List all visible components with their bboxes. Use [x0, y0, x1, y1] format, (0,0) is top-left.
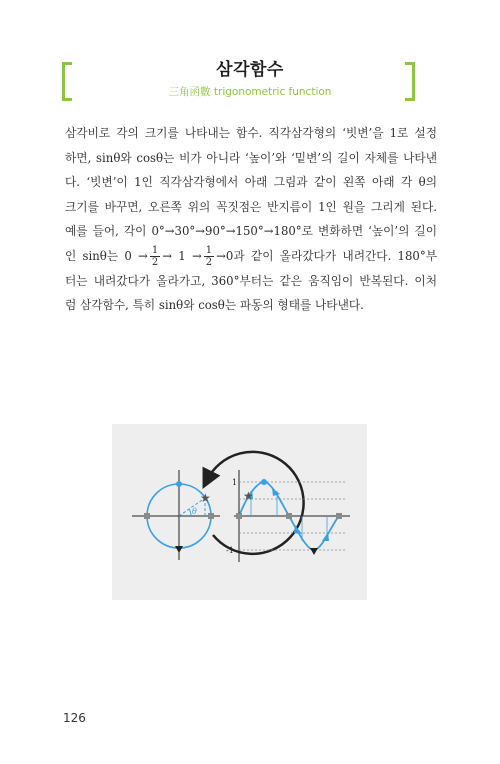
circle-star-marker: ★	[200, 491, 211, 505]
fraction-denominator: 2	[205, 257, 213, 269]
body-text	[65, 121, 437, 318]
axis-label-one: 1	[232, 478, 238, 487]
line6-prefix: 인 sinθ는 0 →	[65, 248, 148, 263]
line6-mid: → 1 →	[162, 248, 202, 263]
sine-marker-peak	[261, 479, 267, 485]
sine-marker-start	[236, 513, 242, 519]
body-line: 크기를 바꾸면, 오른쪽 위의 꼭짓점은 반지름이 1인 원을 그리게 된다.	[65, 199, 437, 214]
body-line: 럼 삼각함수, 특히 sinθ와 cosθ는 파동의 형태를 나타낸다.	[65, 298, 364, 313]
unit-circle-sine-figure	[112, 424, 367, 600]
body-line: 다. ‘빗변’이 1인 직각삼각형에서 아래 그림과 같이 왼쪽 아래 각 θ의	[65, 175, 437, 190]
page-title: 삼각함수	[216, 60, 284, 80]
body-line: 하면, sinθ와 cosθ는 비가 아니라 ‘높이’와 ‘밑변’의 길이 자체를 나타낸	[65, 150, 437, 165]
circle-marker-right	[208, 513, 214, 519]
circle-marker-bottom	[175, 546, 183, 553]
rotation-arc	[207, 452, 304, 554]
body-line: 예를 들어, 각이 0°→30°→90°→150°→180°로 변화하면 ‘높이’의 길이	[65, 224, 437, 239]
fraction-denominator: 2	[151, 257, 159, 269]
body-line-with-fractions	[65, 244, 437, 269]
theta-label: θ	[192, 507, 197, 516]
sine-marker-mid	[286, 513, 292, 519]
body-line: 터는 내려갔다가 올라가고, 360°부터는 같은 움직임이 반복된다. 이처	[65, 273, 437, 288]
circle-marker-left	[144, 513, 150, 519]
sine-marker-trough	[310, 548, 318, 555]
sine-arrow	[272, 488, 280, 496]
fraction-one-half	[150, 245, 160, 268]
sine-marker-end	[336, 513, 342, 519]
page-subtitle: 三角函數 trigonometric function	[168, 86, 332, 98]
line6-suffix: →0과 같이 올라갔다가 내려간다. 180°부	[216, 248, 438, 263]
figure-svg	[112, 424, 367, 600]
axis-label-minus-one: -1	[226, 546, 234, 555]
fraction-one-half	[204, 245, 214, 268]
circle-marker-top	[176, 481, 182, 487]
angle-arc	[189, 509, 191, 516]
body-line: 삼각비로 각의 크기를 나타내는 함수. 직각삼각형의 ‘빗변’을 1로 설정	[65, 126, 437, 140]
fraction-numerator: 1	[151, 245, 159, 257]
fraction-numerator: 1	[205, 245, 213, 257]
page-number: 126	[63, 711, 86, 725]
sine-star-marker: ★	[243, 489, 254, 503]
